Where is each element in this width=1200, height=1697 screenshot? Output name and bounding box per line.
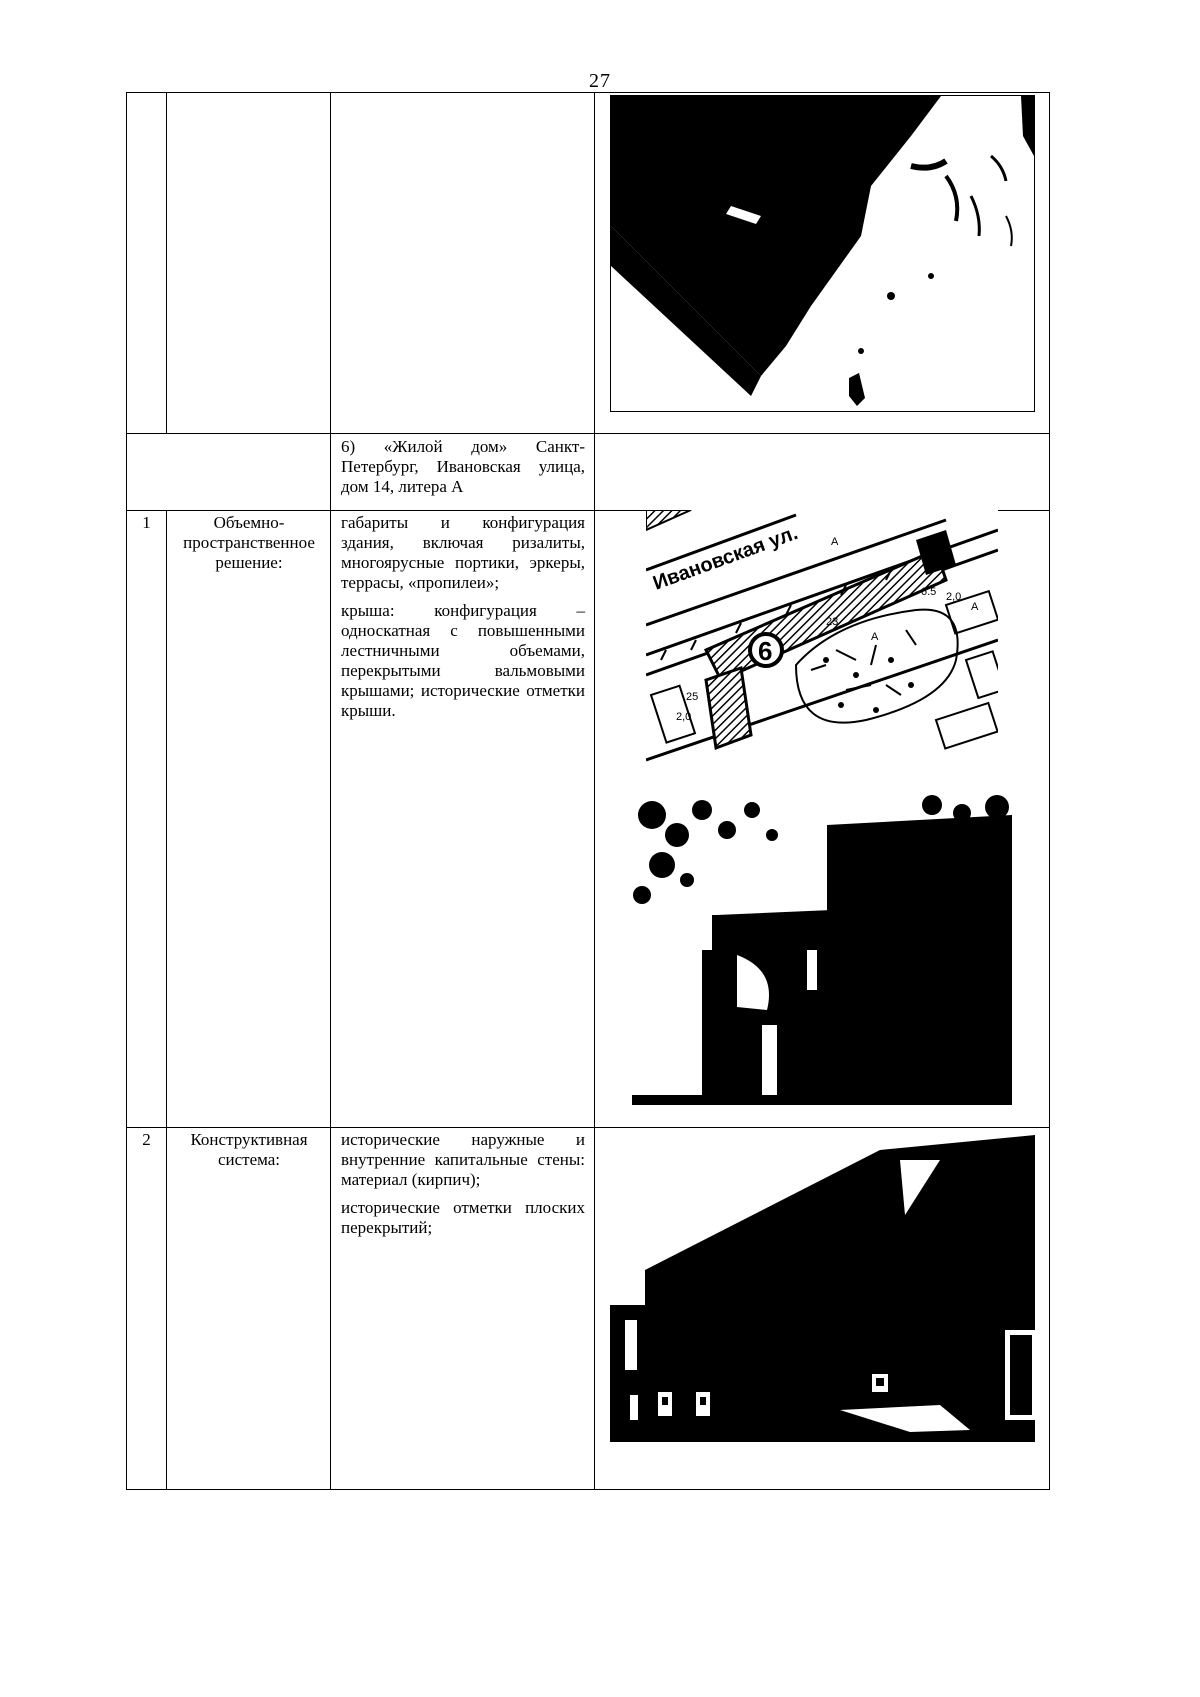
- row-divider: [126, 433, 1050, 434]
- page-number: 27: [589, 70, 611, 92]
- map-mark: А: [831, 536, 839, 548]
- map-mark: 6.5: [921, 586, 937, 598]
- row-category: Конструктивная система:: [190, 1130, 308, 1169]
- row-items: [341, 513, 585, 721]
- object-title-cell: [341, 437, 585, 497]
- table-border-top: [126, 92, 1050, 93]
- column-divider-3: [594, 92, 595, 1490]
- row-item: габариты и конфигурация здания, включая ризалиты, многоярусные портики, эркеры, террасы, «пропилеи»;: [341, 513, 585, 592]
- map-building-number: 6: [758, 636, 773, 666]
- row-items: [341, 1130, 585, 1238]
- facade-photo-icon: [610, 1130, 1035, 1442]
- row-number: 2: [142, 1130, 151, 1149]
- column-divider-1: [166, 510, 167, 1490]
- object-title: 6) «Жилой дом» Санкт-Петербург, Ивановская улица, дом 14, литера А: [341, 437, 585, 496]
- column-divider-1: [166, 92, 167, 433]
- portico-photo-icon: [632, 795, 1012, 1105]
- site-plan-map-icon: [646, 510, 998, 772]
- table-border-bottom: [126, 1489, 1050, 1490]
- row-item: крыша: конфигурация – односкатная с повышенными лестничными объемами, перекрытыми вальмовыми крышами; исторические отметки крыши.: [341, 601, 585, 720]
- map-mark: 2,0: [946, 591, 962, 603]
- map-mark: 2,0: [676, 711, 692, 723]
- row-item: исторические наружные и внутренние капитальные стены: материал (кирпич);: [341, 1130, 585, 1189]
- row-divider: [126, 1127, 1050, 1128]
- table-border-right: [1049, 92, 1050, 1490]
- map-mark: А: [971, 601, 979, 613]
- table-border-left: [126, 92, 127, 1490]
- column-divider-2: [330, 92, 331, 1490]
- map-mark: А: [871, 631, 879, 643]
- map-mark: 23: [826, 616, 839, 628]
- map-mark: 25: [686, 691, 699, 703]
- map-street-label: Ивановская ул.: [650, 521, 801, 595]
- row-number: 1: [142, 513, 151, 532]
- row-item: исторические отметки плоских перекрытий;: [341, 1198, 585, 1237]
- building-photo-icon: [610, 95, 1035, 412]
- row-category: Объемно-пространственное решение:: [183, 513, 315, 572]
